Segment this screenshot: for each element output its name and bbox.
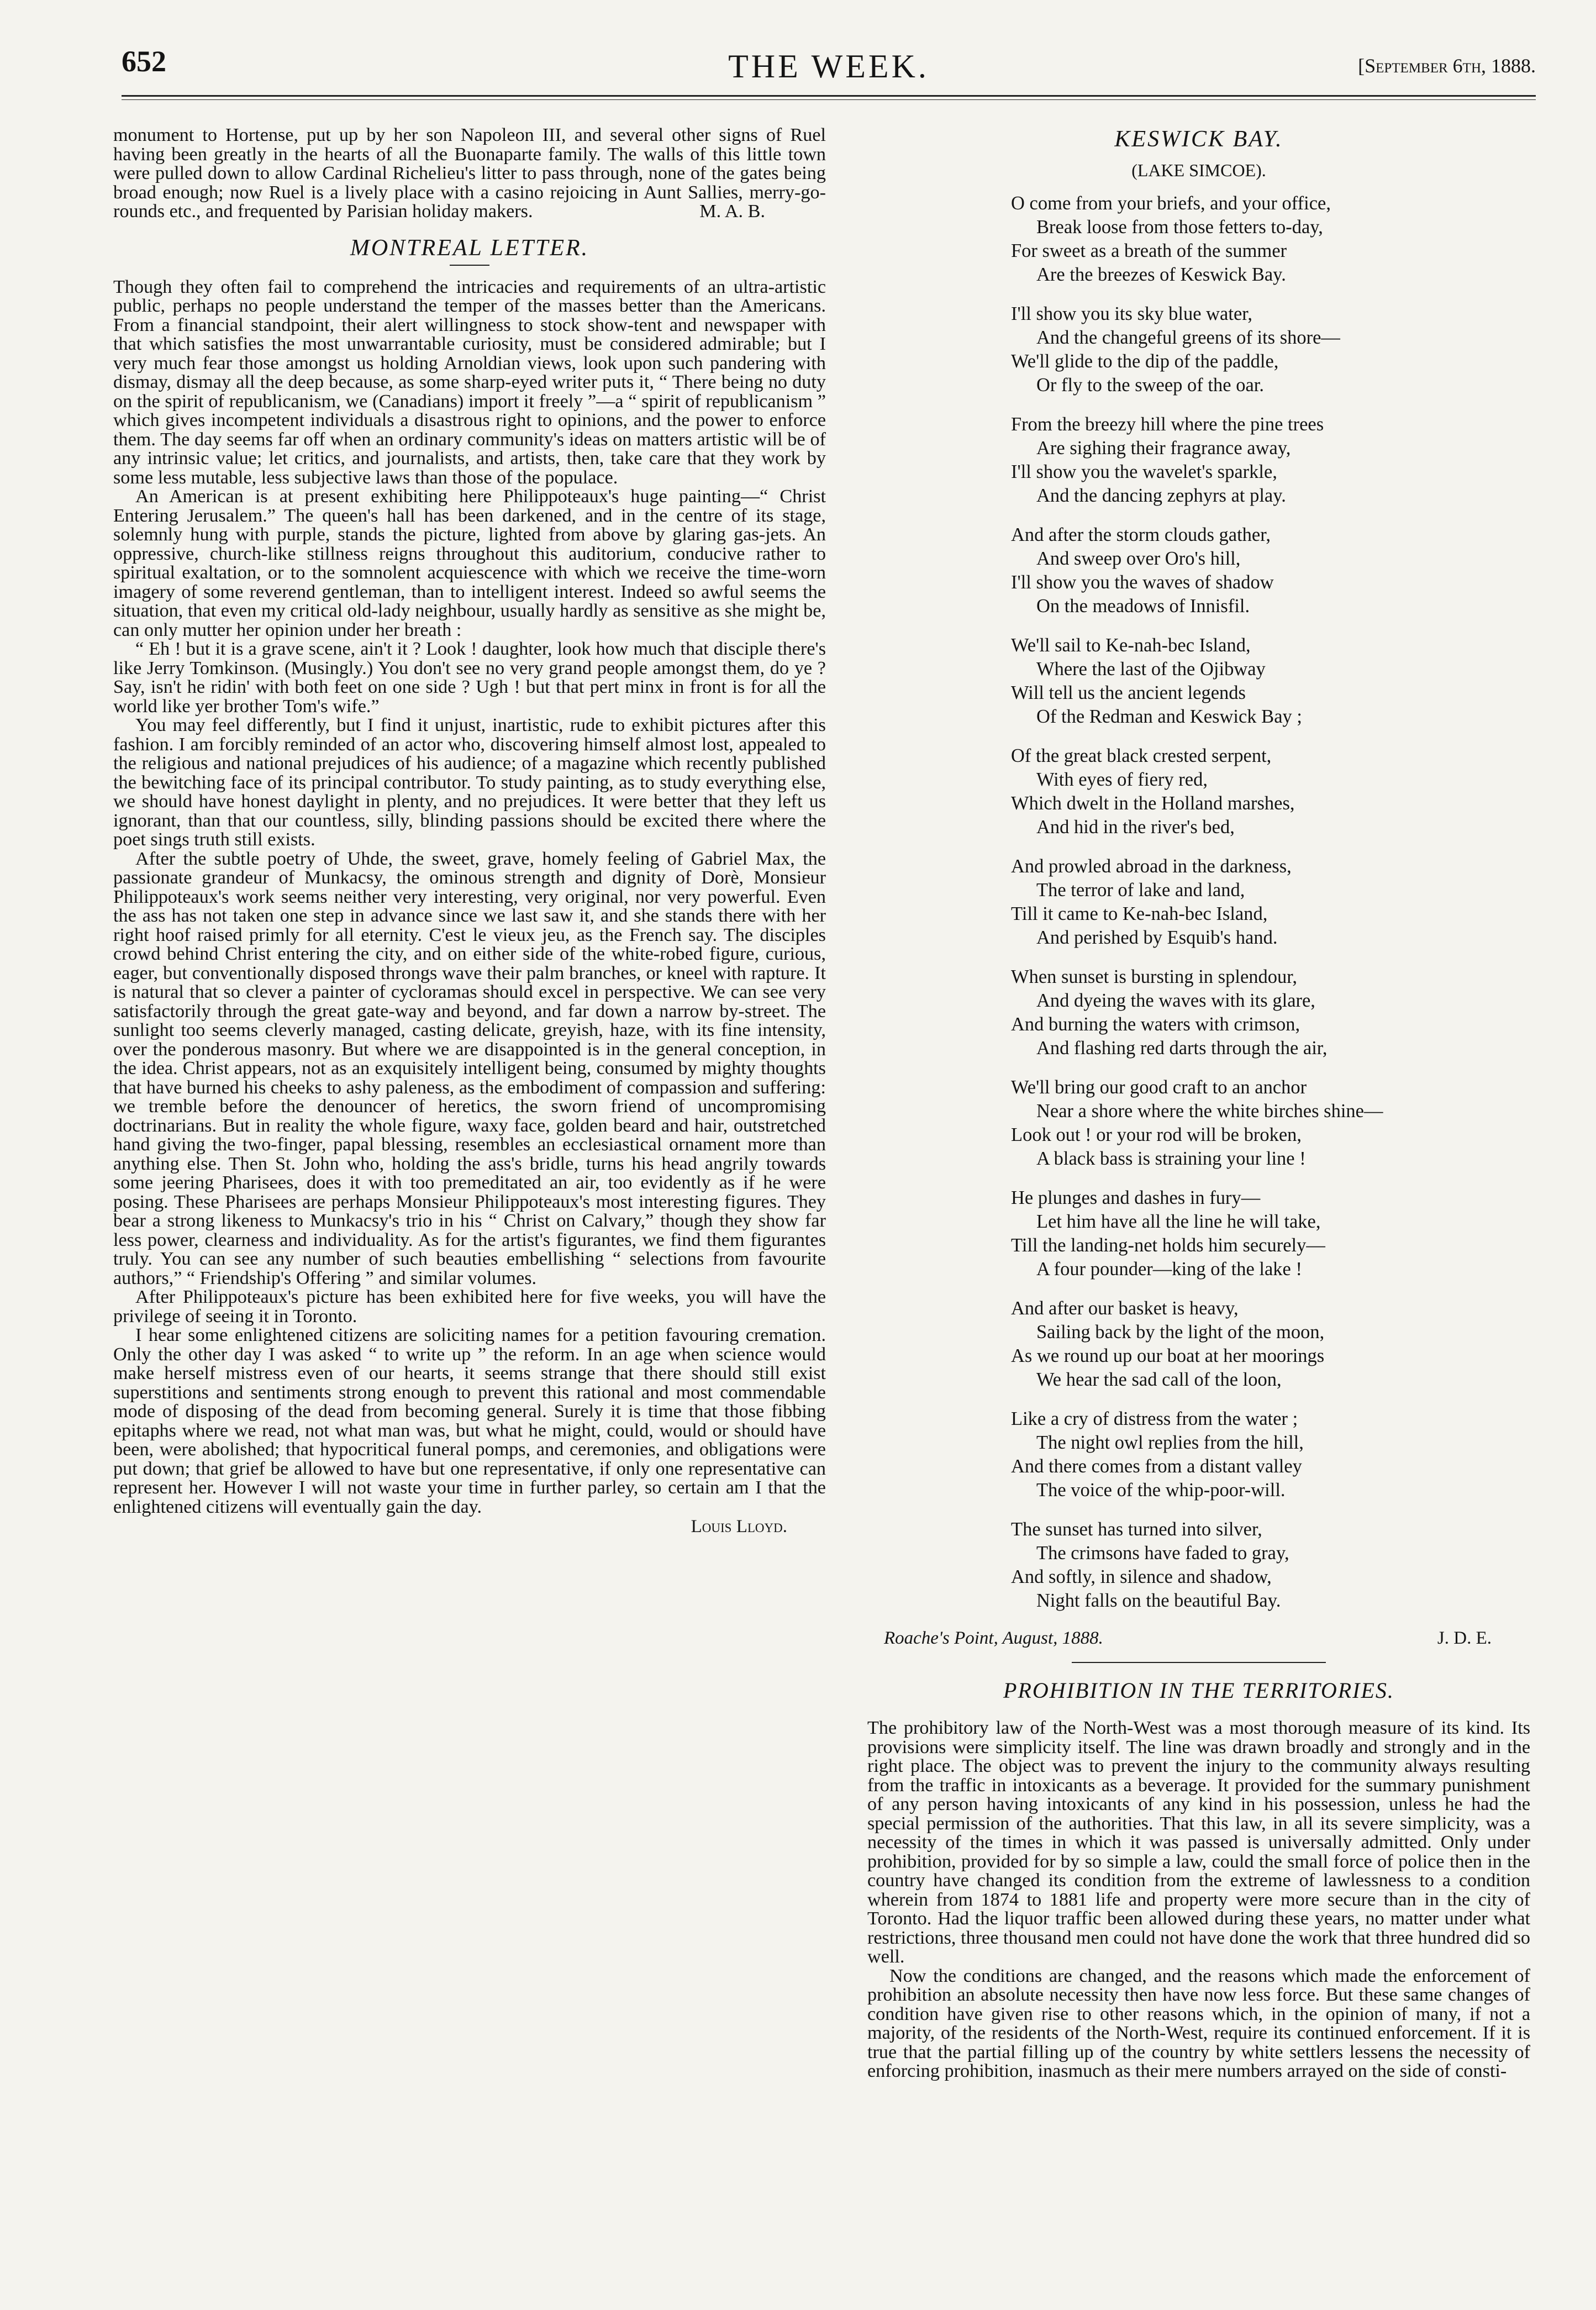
- poem-line: We'll bring our good craft to an anchor: [1011, 1077, 1307, 1098]
- article-paragraph-7: I hear some enlightened citizens are soliciting names for a petition favouring cremation. Only the other day I was asked “ to write up ” the reform. In an age when science would make herself mistress even of our hearts, it seems strange that there should still exist superstitions and sentiments strong enough to prevent this rational and most commendable mode of disposing of the dead from becoming general. Surely it is time that those fibbing epitaphs where we read, not what man was, but what he might, could, would or should have been, were abolished; that hypocritical funeral pomps, and ceremonies, and obligations were put down; that grief be allowed to have but one representative, if only one representative can represent her. However I will not waste your time in further parley, so certain am I that the enlightened citizens will eventually gain the day.: [113, 1325, 826, 1517]
- poem-line: And after our basket is heavy,: [1011, 1298, 1239, 1319]
- poem-line: He plunges and dashes in fury—: [1011, 1187, 1261, 1208]
- poem-line: Will tell us the ancient legends: [1011, 682, 1246, 703]
- poem-stanza: [1011, 1076, 1530, 1171]
- poem-line: Are sighing their fragrance away,: [1036, 438, 1291, 459]
- poem-line: Let him have all the line he will take,: [1036, 1211, 1321, 1232]
- poem-line: Till the landing-net holds him securely—: [1011, 1235, 1325, 1256]
- poem-signature: J. D. E.: [1437, 1628, 1492, 1648]
- header-rule-top: [122, 95, 1536, 97]
- poem-stanza: [1011, 1297, 1530, 1392]
- poem-line: Which dwelt in the Holland marshes,: [1011, 793, 1295, 814]
- intro-text: monument to Hortense, put up by her son Napoleon III, and several other signs of Ruel having been greatly in the hearts of all the Buonaparte family. The walls of this little town were pulled down to allow Cardinal Richelieu's litter to pass through, none of the gates being broad enough; now Ruel is a lively place with a casino rejoicing in Aunt Sallies, merry-go-rounds etc., and frequented by Parisian holiday makers.: [113, 126, 826, 222]
- poem-line: We'll glide to the dip of the paddle,: [1011, 351, 1279, 372]
- intro-paragraph: [113, 126, 826, 222]
- poem-line: O come from your briefs, and your office,: [1011, 193, 1331, 214]
- poem-line: And perished by Esquib's hand.: [1036, 927, 1278, 948]
- poem-line: And the dancing zephyrs at play.: [1036, 485, 1286, 506]
- poem-line: Where the last of the Ojibway: [1036, 659, 1266, 680]
- poem-line: The crimsons have faded to gray,: [1036, 1543, 1289, 1564]
- page-header: [122, 44, 1536, 94]
- intro-signature: M. A. B.: [699, 201, 765, 222]
- article-signature: Louis Lloyd.: [691, 1517, 787, 1537]
- poem-line: Or fly to the sweep of the oar.: [1036, 375, 1264, 396]
- poem-line: And prowled abroad in the darkness,: [1011, 856, 1292, 877]
- poem-line: A black bass is straining your line !: [1036, 1148, 1306, 1169]
- issue-date: [September 6th, 1888.: [1358, 55, 1536, 77]
- prohibition-paragraph-1: The prohibitory law of the North-West was a most thorough measure of its kind. Its provisions were simplicity itself. The line was drawn broadly and strongly and in the right place. The object was to prevent the injury to the community always resulting from the traffic in intoxicants as a beverage. It provided for the summary punishment of any person having intoxicants of any kind in his possession, unless he had the special permission of the authorities. That this law, in all its severe simplicity, was a necessity of the times in which it was passed is universally admitted. Only under prohibition, provided for by so simple a law, could the small force of police then in the country have changed its condition from the extreme of lawlessness to a condition wherein from 1874 to 1881 life and property were more secure than in the city of Toronto. Had the liquor traffic been allowed during these years, no matter under what restrictions, three thousand men could not have done the work that three hundred did so well.: [867, 1718, 1530, 1967]
- poem-place-date: Roache's Point, August, 1888.: [884, 1628, 1103, 1648]
- poem-line: Near a shore where the white birches shine—: [1036, 1101, 1383, 1122]
- poem-line: I'll show you the waves of shadow: [1011, 572, 1274, 593]
- poem-stanza: [1011, 1407, 1530, 1502]
- header-rule-bottom: [122, 99, 1536, 100]
- prohibition-title: PROHIBITION IN THE TERRITORIES.: [1003, 1678, 1394, 1703]
- poem-line: I'll show you the wavelet's sparkle,: [1011, 461, 1277, 482]
- poem-line: Sailing back by the light of the moon,: [1036, 1322, 1325, 1343]
- poem-line: And softly, in silence and shadow,: [1011, 1566, 1272, 1587]
- right-column: [867, 126, 1530, 2250]
- article-paragraph-5: After the subtle poetry of Uhde, the sweet, grave, homely feeling of Gabriel Max, the passionate grandeur of Munkacsy, the ominous strength and dignity of Dorè, Monsieur Philippoteaux's work seems neither very interesting, very original, nor very powerful. Even the ass has not taken one step in advance since we last saw it, and she stands there with her right hoof raised primly for all eternity. C'est le vieux jeu, as the French say. The disciples crowd behind Christ entering the city, and on either side of the white-robed figure, curious, eager, but conventionally disposed throngs wave their palm branches, or kneel with rapture. It is natural that so clever a painter of cycloramas should excel in perspective. We can see very satisfactorily through the great gate-way and beyond, and far down a narrow by-street. The sunlight too seems cleverly managed, casting delicate, greyish, haze, with its fine intensity, over the ponderous masonry. But where we are disappointed is in the general conception, in the idea. Christ appears, not as an exquisitely intelligent being, consumed by mighty thoughts that have burned his cheeks to ashy paleness, as the embodiment of compassion and suffering: we tremble before the denouncer of heretics, the sworn friend of uncompromising doctrinarians. But in reality the whole figure, waxy face, golden beard and hair, outstretched hand giving the two-finger, papal blessing, resembles an ecclesiastical ornament more than anything else. Then St. John who, holding the ass's bridle, turns his head angrily towards some jeering Pharisees, does it with too premeditated an air, too evidently as if he were posing. These Pharisees are perhaps Monsieur Philippoteaux's most interesting figures. They bear a strong likeness to Munkacsy's trio in his “ Christ on Calvary,” though they show far less power, clearness and individuality. As for the artist's figurantes, we find them figurantes truly. You can see any number of such beauties embellishing “ selections from favourite authors,” “ Friendship's Offering ” and similar volumes.: [113, 848, 826, 1288]
- article-paragraph-6: After Philippoteaux's picture has been exhibited here for five weeks, you will have the privilege of seeing it in Toronto.: [113, 1287, 826, 1327]
- poem-subtitle: (LAKE SIMCOE).: [1131, 160, 1266, 180]
- poem-line: We hear the sad call of the loon,: [1036, 1369, 1282, 1390]
- poem-line: Are the breezes of Keswick Bay.: [1036, 264, 1286, 285]
- poem-line: And after the storm clouds gather,: [1011, 524, 1271, 545]
- poem-stanza: [1011, 523, 1530, 618]
- poem-line: Like a cry of distress from the water ;: [1011, 1408, 1298, 1429]
- page-number: 652: [122, 45, 166, 78]
- masthead-title: THE WEEK.: [728, 48, 929, 85]
- poem-line: And dyeing the waves with its glare,: [1036, 990, 1315, 1011]
- article-paragraph-1: Though they often fail to comprehend the intricacies and requirements of an ultra-artistic public, perhaps no people understand the temper of the masses better than the Americans. From a financial standpoint, their alert willingness to stock show-tent and newspaper with that which satisfies the most unwarrantable curiosity, must be considered admirable; but I very much fear those amongst us holding Arnoldian views, look upon such pandering with dismay, dismay all the deep because, as some sharp-eyed writer puts it, “ There being no duty on the spirit of republicanism, we (Canadians) import it freely ”—a “ spirit of republicanism ” which gives incompetent individuals a disastrous right to opinions, and the power to enforce them. The day seems far off when an ordinary community's ideas on matters artistic will be of any intrinsic value; let critics, and journalists, and artists, then, take care that they work by some less mutable, less subjective laws than those of the populace.: [113, 276, 826, 488]
- poem-stanza: [1011, 855, 1530, 950]
- poem-stanza: [1011, 413, 1530, 508]
- poem-line: Break loose from those fetters to-day,: [1036, 217, 1323, 238]
- poem-line: And the changeful greens of its shore—: [1036, 327, 1340, 348]
- article-paragraph-4: You may feel differently, but I find it unjust, inartistic, rude to exhibit pictures after this fashion. I am forcibly reminded of an actor who, discovering himself almost lost, appealed to the religious and national prejudices of his audience; of a magazine which recently published the bewitching face of its principal contributor. To study painting, as to study everything else, we should have honest daylight in plenty, and no prejudices. It were better that they left us ignorant, than that our countless, silly, blinding passions should be excited there where the poet sings truth still exists.: [113, 715, 826, 850]
- poem-line: I'll show you its sky blue water,: [1011, 303, 1252, 324]
- poem-line: We'll sail to Ke-nah-bec Island,: [1011, 635, 1251, 656]
- prohibition-paragraph-2: Now the conditions are changed, and the reasons which made the enforcement of prohibition an absolute necessity then have now less force. But these same changes of condition have given rise to other reasons which, in the opinion of many, if not a majority, of the residents of the North-West, require its continued enforcement. If it is true that the partial filling up of the country by white settlers lessens the necessity of enforcing prohibition, inasmuch as their mere numbers arrayed on the side of consti-: [867, 1965, 1530, 2081]
- poem-line: The voice of the whip-poor-will.: [1036, 1480, 1286, 1501]
- poem-line: And sweep over Oro's hill,: [1036, 548, 1241, 569]
- poem-line: For sweet as a breath of the summer: [1011, 240, 1287, 261]
- poem-line: And hid in the river's bed,: [1036, 817, 1235, 838]
- poem-line: With eyes of fiery red,: [1036, 769, 1208, 790]
- montreal-letter-title: MONTREAL LETTER.: [350, 235, 589, 261]
- poem-line: The terror of lake and land,: [1036, 880, 1245, 901]
- poem-line: On the meadows of Innisfil.: [1036, 596, 1250, 617]
- poem-stanza: [1011, 744, 1530, 839]
- title-rule: [450, 265, 489, 266]
- left-column: [113, 126, 826, 2250]
- poem-line: From the breezy hill where the pine trees: [1011, 414, 1324, 435]
- poem-line: The sunset has turned into silver,: [1011, 1519, 1262, 1540]
- poem-line: Of the Redman and Keswick Bay ;: [1036, 706, 1302, 727]
- poem-line: As we round up our boat at her moorings: [1011, 1345, 1325, 1366]
- poem-line: Night falls on the beautiful Bay.: [1036, 1590, 1281, 1611]
- article-paragraph-3: “ Eh ! but it is a grave scene, ain't it ? Look ! daughter, look how much that disciple there's like Jerry Tomkinson. (Musingly.) You don't see no very grand people amongst them, do ye ? Say, isn't he ridin' with both feet on one side ? Ugh ! but that pert minx in front is for all the world like yer brother Tom's wife.”: [113, 639, 826, 717]
- poem-stanza: [1011, 302, 1530, 397]
- poem-stanza: [1011, 192, 1530, 287]
- article-paragraph-2: An American is at present exhibiting here Philippoteaux's huge painting—“ Christ Entering Jerusalem.” The queen's hall has been darkened, and in the centre of its stage, solemnly hung with purple, stands the picture, lighted from above by glaring gas-jets. An oppressive, church-like stillness reigns throughout this auditorium, conducive rather to spiritual exaltation, or to the somnolent acquiescence with which we receive the time-worn imagery of some reverend gentleman, than to intelligent interest. Indeed so awful seems the situation, that even my critical old-lady neighbour, usually hardly as sensitive as she might be, can only mutter her opinion under her breath :: [113, 486, 826, 640]
- poem-title: KESWICK BAY.: [1114, 127, 1283, 152]
- poem-stanza: [1011, 965, 1530, 1060]
- poem-line: When sunset is bursting in splendour,: [1011, 966, 1297, 987]
- poem-line: A four pounder—king of the lake !: [1036, 1259, 1302, 1280]
- poem-stanza: [1011, 1518, 1530, 1613]
- poem-body: [867, 192, 1530, 1613]
- poem-line: Of the great black crested serpent,: [1011, 745, 1272, 766]
- poem-line: Look out ! or your rod will be broken,: [1011, 1124, 1302, 1145]
- poem-line: And there comes from a distant valley: [1011, 1456, 1302, 1477]
- poem-line: And flashing red darts through the air,: [1036, 1038, 1328, 1059]
- section-divider: [1072, 1662, 1326, 1663]
- poem-line: Till it came to Ke-nah-bec Island,: [1011, 903, 1268, 924]
- poem-stanza: [1011, 1186, 1530, 1281]
- poem-line: The night owl replies from the hill,: [1036, 1432, 1304, 1453]
- poem-line: And burning the waters with crimson,: [1011, 1014, 1300, 1035]
- poem-stanza: [1011, 634, 1530, 729]
- poem-footer: [884, 1628, 1492, 1649]
